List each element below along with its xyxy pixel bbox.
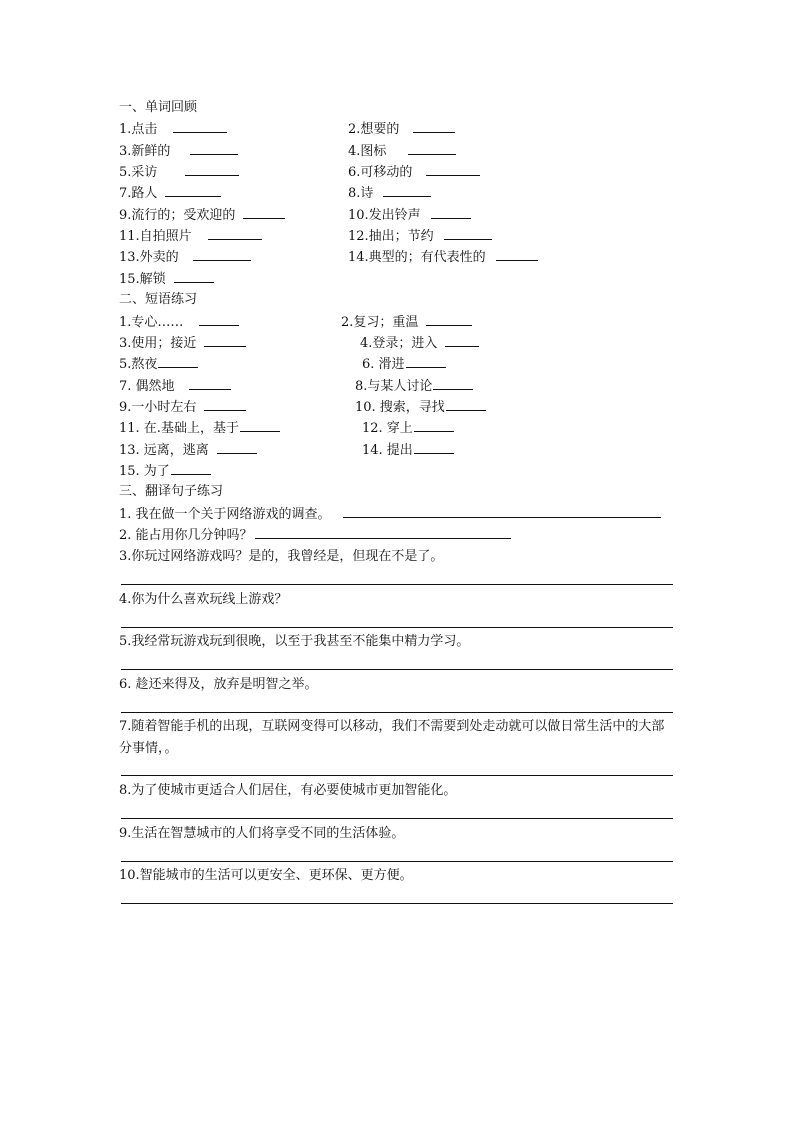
- translate-item-2: 2. 能占用你几分钟吗？: [119, 526, 511, 544]
- vocab-item-6: 6.可移动的: [348, 163, 480, 182]
- answer-blank[interactable]: [171, 462, 211, 475]
- phrase-item-14: 14. 提出: [362, 441, 454, 460]
- answer-blank[interactable]: [190, 142, 238, 155]
- answer-line[interactable]: [121, 669, 673, 670]
- phrase-item-8: 8.与某人讨论: [355, 377, 473, 396]
- phrase-item-15: 15. 为了: [119, 462, 211, 480]
- answer-blank[interactable]: [185, 163, 239, 176]
- section1-title: 一、单词回顾: [119, 100, 198, 115]
- answer-blank[interactable]: [158, 355, 198, 368]
- answer-blank[interactable]: [165, 184, 221, 197]
- vocab-item-10: 10.发出铃声: [348, 206, 471, 225]
- answer-blank[interactable]: [444, 227, 492, 240]
- vocab-item-12: 12.抽出；节约: [348, 227, 492, 246]
- answer-line[interactable]: [121, 818, 673, 819]
- phrase-item-3: 3.使用；接近: [119, 334, 246, 352]
- answer-blank[interactable]: [204, 334, 246, 347]
- vocab-item-11: 11.自拍照片: [119, 227, 262, 245]
- phrase-item-2: 2.复习；重温: [341, 313, 472, 332]
- phrase-item-6: 6. 滑进: [362, 355, 446, 374]
- answer-blank[interactable]: [255, 526, 511, 539]
- answer-blank[interactable]: [408, 142, 456, 155]
- translate-item-8: 8.为了使城市更适合人们居住，有必要使城市更加智能化。: [119, 783, 457, 798]
- answer-blank[interactable]: [343, 505, 661, 518]
- answer-blank[interactable]: [406, 355, 446, 368]
- answer-blank[interactable]: [446, 398, 486, 411]
- phrase-item-7: 7. 偶然地: [119, 377, 231, 395]
- translate-item-7: 7.随着智能手机的出现，互联网变得可以移动，我们不需要到处走动就可以做日常生活中的大部分事情，。: [119, 719, 665, 756]
- translate-item-6: 6. 趁还来得及，放弃是明智之举。: [119, 677, 318, 692]
- vocab-item-9: 9.流行的；受欢迎的: [119, 206, 285, 224]
- translate-item-1: 1. 我在做一个关于网络游戏的调查。: [119, 505, 661, 523]
- answer-blank[interactable]: [433, 377, 473, 390]
- answer-line[interactable]: [121, 903, 673, 904]
- translate-item-3: 3.你玩过网络游戏吗？是的，我曾经是，但现在不是了。: [119, 549, 444, 564]
- phrase-item-4: 4.登录；进入: [360, 334, 479, 353]
- vocab-item-3: 3.新鲜的: [119, 142, 238, 160]
- answer-line[interactable]: [121, 775, 673, 776]
- answer-line[interactable]: [121, 584, 673, 585]
- answer-blank[interactable]: [445, 334, 479, 347]
- section3-title: 三、翻译句子练习: [119, 484, 224, 499]
- answer-blank[interactable]: [173, 120, 227, 133]
- phrase-item-5: 5.熬夜: [119, 355, 198, 373]
- translate-item-4: 4.你为什么喜欢玩线上游戏？: [119, 592, 288, 607]
- answer-blank[interactable]: [426, 313, 472, 326]
- answer-blank[interactable]: [243, 206, 285, 219]
- answer-line[interactable]: [121, 627, 673, 628]
- vocab-item-7: 7.路人: [119, 184, 221, 202]
- answer-blank[interactable]: [204, 398, 246, 411]
- translate-item-10: 10.智能城市的生活可以更安全、更环保、更方便。: [119, 868, 413, 883]
- phrase-item-1: 1.专心……: [119, 313, 239, 331]
- vocab-item-13: 13.外卖的: [119, 248, 251, 266]
- answer-blank[interactable]: [199, 313, 239, 326]
- answer-blank[interactable]: [240, 419, 280, 432]
- vocab-item-14: 14.典型的；有代表性的: [348, 248, 538, 267]
- answer-blank[interactable]: [383, 184, 431, 197]
- answer-blank[interactable]: [174, 270, 214, 283]
- translate-item-5: 5.我经常玩游戏玩到很晚，以至于我甚至不能集中精力学习。: [119, 634, 470, 649]
- section2-title: 二、短语练习: [119, 292, 198, 307]
- vocab-item-5: 5.采访: [119, 163, 239, 181]
- answer-blank[interactable]: [189, 377, 231, 390]
- phrase-item-12: 12. 穿上: [362, 419, 454, 438]
- phrase-item-11: 11. 在.基础上，基于: [119, 419, 280, 437]
- answer-blank[interactable]: [414, 441, 454, 454]
- answer-blank[interactable]: [413, 120, 455, 133]
- answer-line[interactable]: [121, 861, 673, 862]
- vocab-item-2: 2.想要的: [348, 120, 455, 139]
- answer-blank[interactable]: [414, 419, 454, 432]
- vocab-item-1: 1.点击: [119, 120, 227, 138]
- phrase-item-9: 9.一小时左右: [119, 398, 246, 416]
- translate-item-9: 9.生活在智慧城市的人们将享受不同的生活体验。: [119, 826, 405, 841]
- phrase-item-10: 10. 搜索，寻找: [355, 398, 486, 417]
- answer-blank[interactable]: [208, 227, 262, 240]
- vocab-item-8: 8.诗: [348, 184, 431, 203]
- phrase-item-13: 13. 远离，逃离: [119, 441, 257, 459]
- answer-blank[interactable]: [426, 163, 480, 176]
- answer-blank[interactable]: [217, 441, 257, 454]
- vocab-item-4: 4.图标: [348, 142, 456, 161]
- answer-line[interactable]: [121, 712, 673, 713]
- answer-blank[interactable]: [193, 248, 251, 261]
- answer-blank[interactable]: [431, 206, 471, 219]
- vocab-item-15: 15.解锁: [119, 270, 214, 288]
- answer-blank[interactable]: [496, 248, 538, 261]
